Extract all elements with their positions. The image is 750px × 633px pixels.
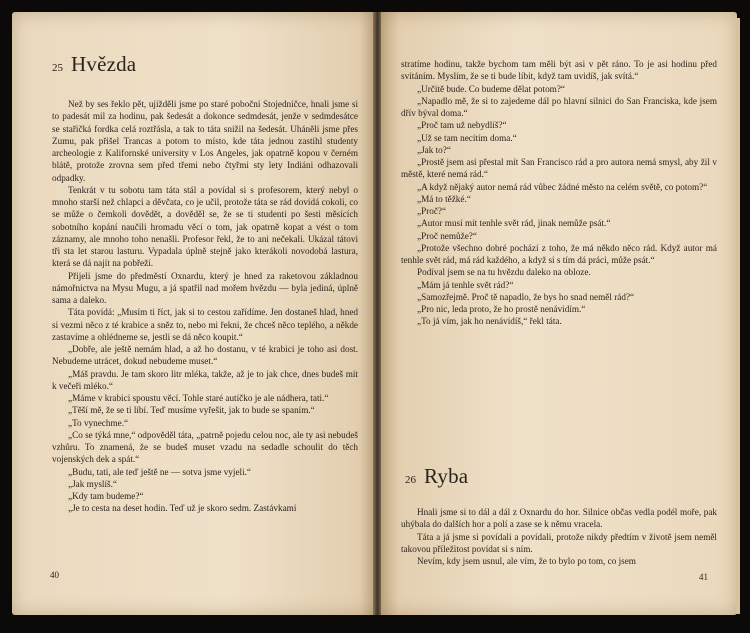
paragraph: „Máš pravdu. Je tam skoro litr mléka, takže, až je to jak chce, dnes budeš mít k večeři mléko.“ <box>52 368 358 391</box>
paragraph: „Proč tam už nebydlíš?“ <box>417 120 507 131</box>
paragraph: „Proč nemůže?“ <box>417 230 477 241</box>
paragraph: „Určitě bude. Co budeme dělat potom?“ <box>417 83 565 94</box>
paragraph: „Má to těžké.“ <box>417 193 471 204</box>
paragraph: Nevím, kdy jsem usnul, ale vím, že to bylo po tom, co jsem <box>417 556 636 566</box>
paragraph: „Jak to?“ <box>417 144 451 155</box>
paragraph: Táta a já jsme si povídali a povídali, protože nikdy předtím v životě jsem neměl takovou příležitost povídat si s ním. <box>401 531 717 554</box>
paragraph: Podíval jsem se na tu hvězdu daleko na obloze. <box>417 267 591 278</box>
paragraph: „Protože všechno dobré pochází z toho, že má někdo něco rád. Když autor má tenhle svět rád, má rád každého, a když si s tím dá práci, může psát.“ <box>401 242 717 265</box>
left-body-text <box>52 98 358 515</box>
paragraph: „Je to cesta na deset hodin. Teď už je skoro sedm. Zastávkami <box>68 503 297 514</box>
paragraph: „Prostě jsem asi přestal mít San Francisco rád a pro autora nemá smysl, aby žil v městě, které nemá rád.“ <box>401 157 717 180</box>
paragraph: „Samozřejmě. Proč tě napadlo, že bys ho snad neměl rád?“ <box>417 291 635 302</box>
paragraph: „Autor musí mít tenhle svět rád, jinak nemůže psát.“ <box>417 218 611 229</box>
paragraph: „Proč?“ <box>417 206 447 216</box>
right-body-text-top <box>401 58 717 328</box>
chapter-number: 25 <box>52 62 63 74</box>
paragraph: Přijeli jsme do předměstí Oxnardu, který je hned za raketovou základnou námořnictva na Mysu Mugu, a já spatřil nad mořem hvězdu — byla jediná, úplně sama a daleko. <box>52 270 358 305</box>
paragraph: Než by ses řeklo pět, ujížděli jsme po staré poboční Stojedničce, hnali jsme si to padesát mil za hodinu, pak šedesát a dokonce sedmdesát, jenže v sedmdesátce se stařičká fordka celá roztřásla, a tak to táta snížil na šedesát. Uháněli jsme přes Zumu, pak přišel Trancas a potom to místo, kde táta jednou zastihl studenty archeologie z Kalifornské university v Los Angeles, jak opatrně kopou v černém blátě, protože zrovna sem před třemi nebo čtyřmi sty lety Indiáni odhazovali odpadky. <box>52 99 358 183</box>
paragraph: „A když nějaký autor nemá rád vůbec žádné město na celém světě, co potom?“ <box>417 181 708 192</box>
page-number: 41 <box>699 572 708 582</box>
paragraph: „Napadlo mě, že si to zajedeme dál po hlavní silnici do San Franciska, kde jsem dřív býval doma.“ <box>401 95 717 118</box>
paragraph: „Co se týká mne,“ odpověděl táta, „patrně pojedu celou noc, ale ty asi nebudeš vzhůru. To znamená, že se budeš muset vzadu na sedadle schoulit do těch vojenských dek a spát.“ <box>52 429 358 465</box>
paragraph: „Už se tam necítím doma.“ <box>417 132 517 143</box>
paragraph: „Kdy tam budeme?“ <box>68 491 144 501</box>
paragraph: „To já vím, jak ho nenávidíš,“ řekl táta. <box>417 316 562 327</box>
paragraph: stratíme hodinu, takže bychom tam měli být asi v pět ráno. To je asi hodinu před svítáním. Myslím, že se ti bude líbit, když tam uvidíš, jak svítá.“ <box>401 59 717 82</box>
paragraph: „Těší mě, že se ti líbí. Teď musíme vyřešit, jak to bude se spaním.“ <box>68 405 315 416</box>
paragraph: Tenkrát v tu sobotu tam táta stál a povídal si s profesorem, který nebyl o mnoho starší než chlapci a děvčata, co je učil, protože táta se rád dovídá cokoli, co se může o čemkoli dovědět, a dověděl se, že se ti studenti po šesti měsících sobotního kopání naučili hromadu věcí o tom, jak opatrně kopat a vést o tom záznamy, ale mnoho toho nenašli. Profesor řekl, že to ani nečekali. Ukázal tátovi tři sta let starou lasturu. Vypadala úplně stejně jako kterákoli novodobá lastura, která se dá najít na pobřeží. <box>52 184 358 269</box>
page-number: 40 <box>50 570 59 580</box>
chapter-number: 26 <box>405 474 416 486</box>
page-edge <box>736 18 740 614</box>
right-page <box>381 12 737 615</box>
paragraph: „To vynechme.“ <box>68 417 129 428</box>
chapter-title: Hvězda <box>71 52 137 76</box>
left-page <box>12 12 374 615</box>
paragraph: „Máme v krabici spoustu věcí. Tohle staré autíčko je ale nádhera, tati.“ <box>68 393 329 403</box>
paragraph: „Pro nic, leda proto, že ho prostě nenávidím.“ <box>417 304 586 314</box>
chapter-heading-25 <box>52 52 136 77</box>
paragraph: Hnali jsme si to dál a dál z Oxnardu do hor. Silnice občas vedla podél moře, pak uhýbala do dalších hor a polí a zase se k němu vracela. <box>401 507 717 530</box>
right-body-text-bottom <box>401 506 717 567</box>
chapter-title: Ryba <box>424 464 469 488</box>
paragraph: Táta povídá: „Musím ti říct, jak si to cestou zařídíme. Jen dostaneš hlad, hned si vezmi něco z té krabice a sněz to, nebo mi řekni, že chceš něco teplého, a někde zastavíme a ohlédneme se, jestli se dá něco koupit.“ <box>52 307 358 342</box>
paragraph: „Jak myslíš.“ <box>68 478 117 489</box>
paragraph: „Budu, tati, ale teď ještě ne — sotva jsme vyjeli.“ <box>68 466 252 477</box>
paragraph: „Dobře, ale ještě nemám hlad, a až ho dostanu, v té krabici je toho asi dost. Nebudeme utrácet, dokud nebudeme muset.“ <box>52 344 358 367</box>
paragraph: „Mám já tenhle svět rád?“ <box>417 279 514 290</box>
chapter-heading-26 <box>405 464 468 489</box>
